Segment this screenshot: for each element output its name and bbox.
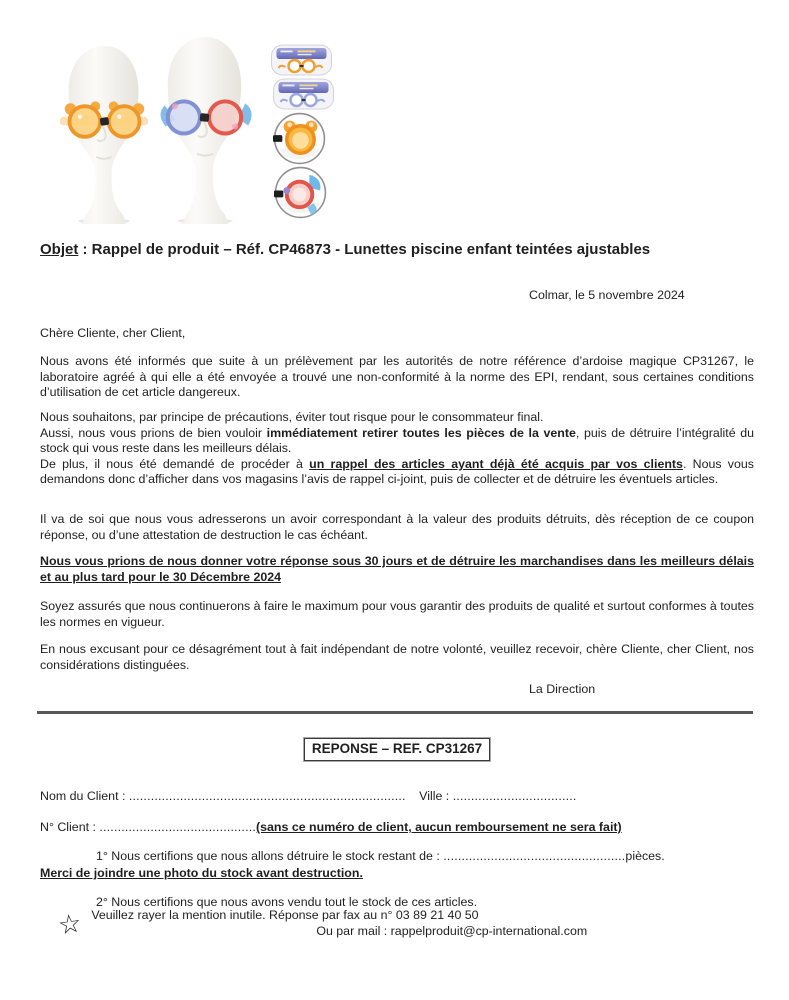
city-label: Ville : bbox=[419, 789, 450, 803]
mannequin-head-blue-goggles-icon bbox=[152, 33, 258, 224]
client-number-warning: (sans ce numéro de client, aucun remboursement ne sera fait) bbox=[256, 820, 622, 834]
salutation: Chère Cliente, cher Client, bbox=[40, 326, 186, 340]
client-number-row bbox=[40, 820, 754, 836]
client-name-label: Nom du Client : bbox=[40, 789, 126, 803]
goggles-closeup-red-blue-icon bbox=[274, 166, 327, 219]
paragraph-apology: En nous excusant pour ce désagrément tout à fait indépendant de notre volonté, veuillez recevoir, chère Cliente, cher Client, nos considérations distinguées. bbox=[40, 642, 754, 672]
certify-destroy-row: 1° Nous certifions que nous allons détruire le stock restant de : ..................................................pièces. bbox=[96, 849, 665, 863]
response-header-box: REPONSE – REF. CP31267 bbox=[304, 738, 490, 761]
fax-line: Veuillez rayer la mention inutile. Réponse par fax au n° 03 89 21 40 50 bbox=[91, 908, 479, 922]
goggles-closeup-orange-icon bbox=[273, 112, 326, 165]
footer-note bbox=[40, 908, 754, 939]
city-field: .................................. bbox=[452, 789, 577, 803]
paragraph-non-conformity: Nous avons été informés que suite à un prélèvement par les autorités de notre référence d’ardoise magique CP31267, le laboratoire agréé à qui elle a été envoyée a trouvé une non-conformité à la norme des EPI, rendant, sous certaines conditions d’utilisation de cet article dangereux. bbox=[40, 354, 754, 400]
client-name-field: ............................................................................ bbox=[128, 789, 406, 803]
paragraph-quality: Soyez assurés que nous continuerons à faire le maximum pour vous garantir des produits de qualité et surtout conformes à toutes les normes en vigueur. bbox=[40, 599, 754, 629]
star-icon: ☆ bbox=[56, 907, 84, 941]
paragraph-withdrawal: Nous souhaitons, par principe de précautions, éviter tout risque pour le consommateur final. Aussi, nous vous prions de bien vouloir immédiatement retirer toutes les pièces de la vente, puis de détruire l’intégralité du stock qui vous reste dans les meilleurs délais. De plus, il nous été demandé de procéder à un rappel des articles ayant déjà été acquis par vos clients. Nous vous demandons donc d’afficher dans vos magasins l’avis de rappel ci-joint, puis de collecter et de détruire les éventuels articles. bbox=[40, 410, 754, 487]
certify-sold-row: 2° Nous certifions que nous avons vendu tout le stock de ces articles. bbox=[96, 895, 478, 909]
dateline: Colmar, le 5 novembre 2024 bbox=[529, 288, 685, 302]
subject-text: : Rappel de produit – Réf. CP46873 - Lunettes piscine enfant teintées ajustables bbox=[78, 241, 651, 258]
response-header-wrap bbox=[40, 738, 754, 761]
blister-pack-orange-icon bbox=[270, 44, 333, 76]
subject-label: Objet bbox=[40, 241, 79, 258]
subject-line bbox=[40, 240, 754, 259]
paragraph-credit-note: Il va de soi que nous vous adresserons un avoir correspondant à la valeur des produits détruits, dès réception de ce coupon réponse, ou d’une attestation de destruction le cas échéant. bbox=[40, 512, 754, 542]
footer-note-lines bbox=[91, 908, 587, 939]
client-number-label: N° Client : bbox=[40, 820, 96, 834]
mail-line: Ou par mail : rappelproduit@cp-international.com bbox=[316, 923, 588, 938]
signature: La Direction bbox=[529, 682, 596, 696]
client-name-row bbox=[40, 789, 754, 805]
signature-divider bbox=[37, 711, 753, 714]
product-photo-collage bbox=[55, 30, 335, 226]
mannequin-head-orange-goggles-icon bbox=[55, 42, 153, 224]
client-number-field: ........................................... bbox=[99, 820, 257, 834]
blister-pack-blue-icon bbox=[272, 78, 335, 110]
photo-note: Merci de joindre une photo du stock avant destruction. bbox=[40, 866, 363, 880]
stock-quantity-field: .................................................. bbox=[443, 849, 626, 863]
paragraph-deadline: Nous vous prions de nous donner votre réponse sous 30 jours et de détruire les marchandises dans les meilleurs délais et au plus tard pour le 30 Décembre 2024 bbox=[40, 554, 754, 584]
